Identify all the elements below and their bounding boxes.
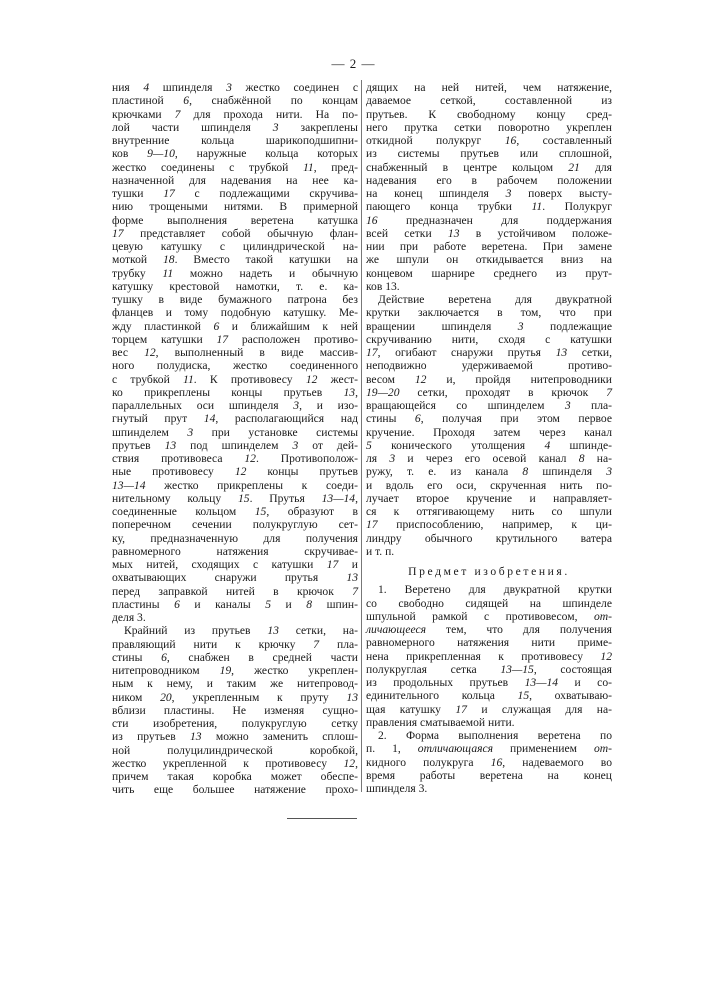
paragraph <box>112 81 358 624</box>
text-line: цевую катушку с цилиндрической на- <box>112 240 358 253</box>
text-line: шпинделем 3 при установке системы <box>112 426 358 439</box>
text-line: время работы веретена на конец <box>366 769 612 782</box>
text-line: тушку в виде бумажного патрона без <box>112 293 358 306</box>
text-line: п. 1, отличающаяся применением от- <box>366 742 612 755</box>
text-line: жду пластинкой 6 и ближайшим к ней <box>112 320 358 333</box>
text-line: же шпули он откидывается вниз на <box>366 253 612 266</box>
text-line: шпинделя 3. <box>366 782 612 795</box>
text-line: параллельных оси шпинделя 3, и изо- <box>112 399 358 412</box>
text-line: нительному кольцу 15. Прутья 13—14, <box>112 492 358 505</box>
description-text <box>366 81 612 558</box>
text-line: сти изобретения, полукруглую сетку <box>112 717 358 730</box>
paragraph <box>366 583 612 729</box>
text-line: лой части шпинделя 3 закреплены <box>112 121 358 134</box>
text-line: шпульной рамкой с противовесом, от- <box>366 610 612 623</box>
text-line: линдру обычного крутильного ватера <box>366 532 612 545</box>
text-line: неподвижно удерживаемой противо- <box>366 359 612 372</box>
text-line: щая катушку 17 и служащая для на- <box>366 703 612 716</box>
text-line: гнутый прут 14, располагающийся над <box>112 412 358 425</box>
text-line: мых нитей, сходящих с катушки 17 и <box>112 558 358 571</box>
text-line: скручиванию нити, сходя с катушки <box>366 333 612 346</box>
text-line: 19—20 сетки, проходят в крючок 7 <box>366 386 612 399</box>
text-line: полукруглая сетка 13—15, состоящая <box>366 663 612 676</box>
text-line: ся к оттягивающему нить со шпули <box>366 505 612 518</box>
text-line: ные противовесу 12 концы прутьев <box>112 465 358 478</box>
text-line: 17 приспособлению, например, к ци- <box>366 518 612 531</box>
text-line: откидной полукруг 16, составленный <box>366 134 612 147</box>
text-line: из прутьев 13 можно заменить сплош- <box>112 730 358 743</box>
text-line: на конец шпинделя 3 поверх высту- <box>366 187 612 200</box>
paragraph <box>366 729 612 795</box>
text-line: надевания его в рабочем положении <box>366 174 612 187</box>
text-line: моткой 18. Вместо такой катушки на <box>112 253 358 266</box>
text-line: правляющий нити к крючку 7 пла- <box>112 638 358 651</box>
text-line: торцем катушки 17 расположен противо- <box>112 333 358 346</box>
text-line: ко прикреплены концы прутьев 13, <box>112 386 358 399</box>
paragraph <box>366 293 612 558</box>
text-line: крутки заключается в том, что при <box>366 306 612 319</box>
text-line: из продольных прутьев 13—14 и со- <box>366 676 612 689</box>
text-line: 17 представляет собой обычную флан- <box>112 227 358 240</box>
text-line: и вдоль его оси, скрученная нить по- <box>366 479 612 492</box>
text-line: 13—14 жестко прикреплены к соеди- <box>112 479 358 492</box>
text-line: вес 12, выполненный в виде массив- <box>112 346 358 359</box>
claims-heading: Предмет изобретения. <box>366 565 612 578</box>
text-line: фланцев и тому подобную катушку. Ме- <box>112 306 358 319</box>
right-column <box>366 81 612 795</box>
text-line: из системы прутьев или сплошной, <box>366 147 612 160</box>
text-line: жестко укрепленной к противовесу 12, <box>112 757 358 770</box>
text-line: Действие веретена для двукратной <box>366 293 612 306</box>
text-line: ля 3 и через его осевой канал 8 на- <box>366 452 612 465</box>
text-line: 2. Форма выполнения веретена по <box>366 729 612 742</box>
text-line: Крайний из прутьев 13 сетки, на- <box>112 624 358 637</box>
paragraph <box>366 81 612 293</box>
text-line: дящих на ней нитей, чем натяжение, <box>366 81 612 94</box>
text-line: всей сетки 13 в устойчивом положе- <box>366 227 612 240</box>
text-line: единительного кольца 15, охватываю- <box>366 689 612 702</box>
text-line: нитепроводником 19, жестко укреплен- <box>112 664 358 677</box>
text-line: даваемое сеткой, составленной из <box>366 94 612 107</box>
text-line: ного полудиска, жестко соединенного <box>112 359 358 372</box>
text-line: личающееся тем, что для получения <box>366 623 612 636</box>
text-line: снабженный в центре кольцом 21 для <box>366 161 612 174</box>
claims-text <box>366 583 612 795</box>
text-line: крючками 7 для прохода нити. На по- <box>112 108 358 121</box>
text-line: тушки 17 с подлежащими скручива- <box>112 187 358 200</box>
text-line: ков 9—10, наружные кольца которых <box>112 147 358 160</box>
text-line: ку, предназначенную для получения <box>112 532 358 545</box>
text-line: ной полуцилиндрической коробкой, <box>112 744 358 757</box>
text-line: кидного полукруга 16, надеваемого во <box>366 756 612 769</box>
text-line: лучает второе кручение и направляет- <box>366 492 612 505</box>
text-line: концевом шарнире среднего из прут- <box>366 267 612 280</box>
paragraph <box>112 624 358 796</box>
text-line: правления сматываемой нити. <box>366 716 612 729</box>
text-line: форме выполнения веретена катушка <box>112 214 358 227</box>
text-line: с трубкой 11. К противовесу 12 жест- <box>112 373 358 386</box>
text-line: нена прикрепленная к противовесу 12 <box>366 650 612 663</box>
text-line: охватывающих снаружи прутья 13 <box>112 571 358 584</box>
text-line: катушку крестовой намотки, т. е. ка- <box>112 280 358 293</box>
end-rule <box>287 818 357 819</box>
text-line: ным к нему, и таким же нитепровод- <box>112 677 358 690</box>
text-line: ствия противовеса 12. Противополож- <box>112 452 358 465</box>
text-line: вращении шпинделя 3 подлежащие <box>366 320 612 333</box>
text-line: назначенной для надевания на нее ка- <box>112 174 358 187</box>
text-line: пластиной 6, снабжённой по концам <box>112 94 358 107</box>
text-line: него прутка сетки поворотно укреплен <box>366 121 612 134</box>
text-line: деля 3. <box>112 611 358 624</box>
text-line: ником 20, укрепленным к пруту 13 <box>112 691 358 704</box>
text-line: стины 6, получая при этом первое <box>366 412 612 425</box>
text-line: пающего конца трубки 11. Полукруг <box>366 200 612 213</box>
text-line: и т. п. <box>366 545 612 558</box>
text-line: 17, огибают снаружи прутья 13 сетки, <box>366 346 612 359</box>
text-line: пластины 6 и каналы 5 и 8 шпин- <box>112 598 358 611</box>
text-line: жестко соединены с трубкой 11, пред- <box>112 161 358 174</box>
text-line: перед заправкой нитей в крючок 7 <box>112 585 358 598</box>
text-line: равномерного натяжения скручивае- <box>112 545 358 558</box>
left-column <box>112 81 358 797</box>
text-line: ков 13. <box>366 280 612 293</box>
text-line: ружу, т. е. из канала 8 шпинделя 3 <box>366 465 612 478</box>
text-line: трубку 11 можно надеть и обычную <box>112 267 358 280</box>
text-line: поперечном сечении полукруглую сет- <box>112 518 358 531</box>
text-line: нию трощеными нитями. В примерной <box>112 200 358 213</box>
text-line: внутренние кольца шарикоподшипни- <box>112 134 358 147</box>
text-line: прутьев 13 под шпинделем 3 от дей- <box>112 439 358 452</box>
page-number: — 2 — <box>0 56 707 72</box>
text-line: чить еще большее натяжение прохо- <box>112 783 358 796</box>
text-line: 1. Веретено для двукратной крутки <box>366 583 612 596</box>
text-line: со свободно сидящей на шпинделе <box>366 597 612 610</box>
text-line: ния 4 шпинделя 3 жестко соединен с <box>112 81 358 94</box>
text-line: кручение. Проходя затем через канал <box>366 426 612 439</box>
text-line: 5 конического утолщения 4 шпинде- <box>366 439 612 452</box>
column-divider <box>361 80 362 792</box>
text-line: весом 12 и, пройдя нитепроводники <box>366 373 612 386</box>
text-line: прутьев. К свободному концу сред- <box>366 108 612 121</box>
text-line: 16 предназначен для поддержания <box>366 214 612 227</box>
text-line: равномерного натяжения нити приме- <box>366 636 612 649</box>
text-line: нии при работе веретена. При замене <box>366 240 612 253</box>
text-line: вблизи пластины. Не изменяя сущно- <box>112 704 358 717</box>
text-line: вращающейся со шпинделем 3 пла- <box>366 399 612 412</box>
text-line: стины 6, снабжен в средней части <box>112 651 358 664</box>
text-line: причем такая коробка может обеспе- <box>112 770 358 783</box>
text-line: соединенные кольцом 15, образуют в <box>112 505 358 518</box>
